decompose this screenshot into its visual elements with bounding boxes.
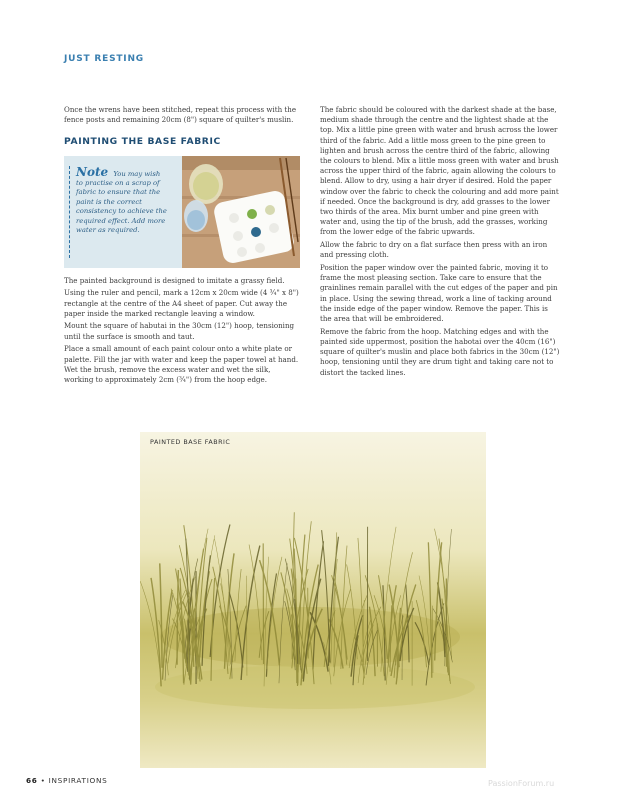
body-paragraph: Position the paper window over the painted fabric, moving it to frame the most pleasing section. Take care to ensure that the grainlines remain parallel with the cut edges of the paper and pin in place. Using the sewing thread, work a line of tacking around the inside edge of the paper window. Remove the paper. This is the area that will be embroidered. [320,263,558,324]
watermark: PassionForum.ru [488,779,555,788]
body-paragraph: Place a small amount of each paint colour onto a white plate or palette. Fill the jar with water and keep the paper towel at hand. Wet the brush, remove the excess water and wet the silk, working to approximately 2cm (¾") from the hoop edge. [64,344,299,384]
photo-caption: PAINTED BASE FABRIC [150,438,231,446]
body-paragraph: Allow the fabric to dry on a flat surface then press with an iron and pressing cloth. [320,240,548,260]
body-paragraph: Remove the fabric from the hoop. Matching edges and with the painted side uppermost, position the habotai over the 40cm (16") square of quilter's muslin and place both fabrics in the 30cm (12") hoop, tensioning until they are drum tight and taking care not to distort the tacked lines. [320,326,560,377]
left-column [64,105,300,388]
body-paragraph: The fabric should be coloured with the darkest shade at the base, medium shade through the centre and the lightest shade at the top. Mix a little pine green with water and brush across the lower third of the fabric. Add a little moss green to the pine green to lighten and brush across the centre third of the fabric, allowing the colours to blend. Mix a little moss green with water and brush across the upper third of the fabric, again allowing the colours to blend. Allow to dry, using a hair dryer if desired. Hold the paper window over the fabric to check the colouring and add more paint if needed. Once the background is dry, add grasses to the lower two thirds of the area. Mix burnt umber and pine green with water and, using the tip of the brush, add the grasses, working from the lower edge of the fabric upwards. [320,105,559,237]
right-column [320,105,560,380]
intro-paragraph: Once the wrens have been stitched, repeat this process with the fence posts and remaining 20cm (8") square of quilter's muslin. [64,105,297,125]
page-number: 66 [26,776,38,785]
body-paragraph: Mount the square of habutai in the 30cm (12") hoop, tensioning until the surface is smooth and taut. [64,321,295,341]
footer-separator: • [40,776,46,785]
body-paragraph: Using the ruler and pencil, mark a 12cm x 20cm wide (4 ¾" x 8") rectangle at the centre of the A4 sheet of paper. Cut away the paper inside the marked rectangle leaving a window. [64,288,299,318]
note-body: You may wish to practise on a scrap of fabric to ensure that the paint is the correct consistency to achieve the required effect. Add more water as required. [76,169,167,235]
magazine-name: INSPIRATIONS [48,776,108,785]
body-paragraph: The painted background is designed to imitate a grassy field. [64,275,285,285]
note-divider [69,166,70,258]
note-label: Note [76,164,109,179]
painted-fabric-photo [140,432,486,768]
fabric-painting [140,432,486,768]
section-heading: PAINTING THE BASE FABRIC [64,136,221,148]
page-footer [26,776,107,785]
section-header: JUST RESTING [64,54,144,64]
palette-photo [182,156,300,268]
note-text-block [76,164,168,236]
note-box [64,156,300,268]
